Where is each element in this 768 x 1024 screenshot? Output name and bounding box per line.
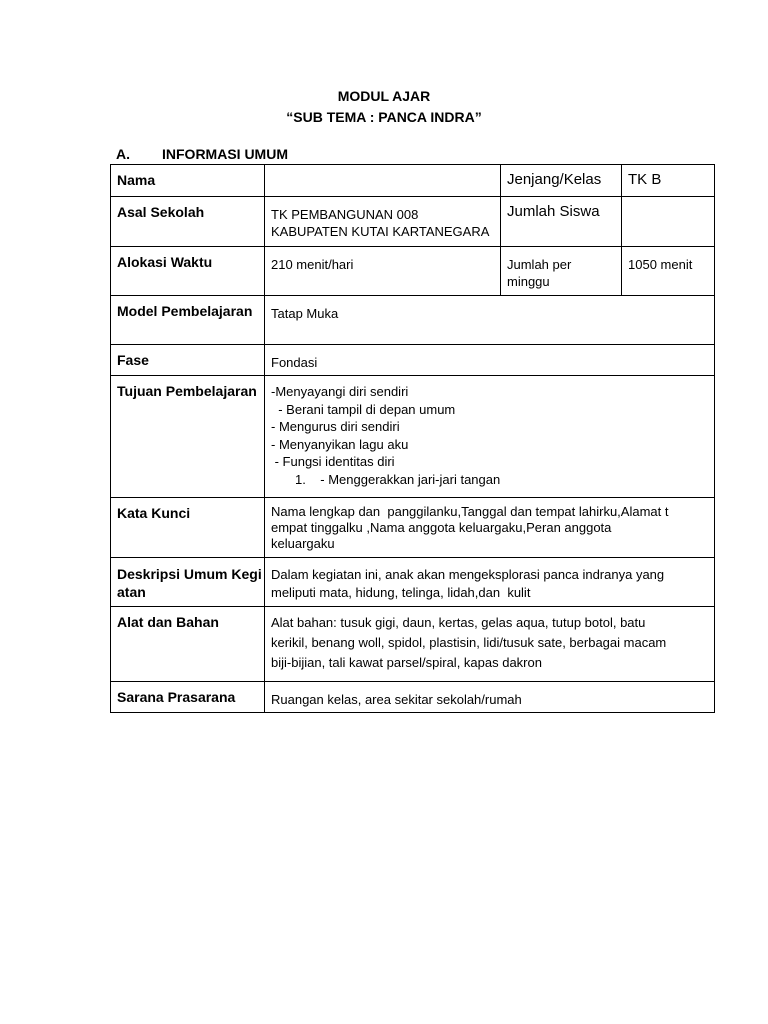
info-table [110,164,715,713]
tujuan-value [265,376,715,498]
table-row [111,296,715,345]
document-title: MODUL AJAR [337,88,431,104]
fase-label: Fase [111,345,265,376]
deskripsi-line: meliputi mata, hidung, telinga, lidah,dan kulit [271,585,531,600]
table-row [111,682,715,713]
kata-kunci-line: keluargaku [271,536,335,551]
alokasi-waktu-label: Alokasi Waktu [111,247,265,296]
alat-value [265,607,715,682]
kata-kunci-value [265,498,715,558]
section-heading [116,146,288,162]
nama-value [265,165,501,197]
jumlah-siswa-value [622,197,715,247]
table-row [111,376,715,498]
asal-sekolah-line: KABUPATEN KUTAI KARTANEGARA [271,224,490,239]
alat-line: kerikil, benang woll, spidol, plastisin, lidi/tusuk sate, berbagai macam [271,635,667,650]
kata-kunci-line: Nama lengkap dan panggilanku,Tanggal dan tempat lahirku,Alamat t [271,504,669,519]
jumlah-per-minggu-label-line: Jumlah per [507,257,572,272]
document-subtitle: “SUB TEMA : PANCA INDRA” [286,109,482,125]
jumlah-siswa-label: Jumlah Siswa [501,197,622,247]
jumlah-per-minggu-value: 1050 menit [622,247,715,296]
asal-sekolah-line: TK PEMBANGUNAN 008 [271,207,419,222]
deskripsi-label-line: Deskripsi Umum Kegi [117,566,262,582]
table-row [111,165,715,197]
jumlah-per-minggu-label-line: minggu [507,274,550,289]
tujuan-label: Tujuan Pembelajaran [111,376,265,498]
jenjang-value: TK B [622,165,715,197]
alat-label: Alat dan Bahan [111,607,265,682]
table-row [111,607,715,682]
asal-sekolah-value [265,197,501,247]
jumlah-per-minggu-label [501,247,622,296]
kata-kunci-label: Kata Kunci [111,498,265,558]
section-title: INFORMASI UMUM [162,146,288,162]
tujuan-line: - Fungsi identitas diri [271,454,395,469]
kata-kunci-line: empat tinggalku ,Nama anggota keluargaku,Peran anggota [271,520,612,535]
sarana-label: Sarana Prasarana [111,682,265,713]
deskripsi-value [265,558,715,607]
sarana-value: Ruangan kelas, area sekitar sekolah/rumah [265,682,715,713]
deskripsi-label [111,558,265,607]
section-number: A. [116,146,130,162]
tujuan-line: - Menyanyikan lagu aku [271,436,409,452]
deskripsi-label-line: atan [117,584,146,600]
deskripsi-line: Dalam kegiatan ini, anak akan mengeksplorasi panca indranya yang [271,567,665,582]
tujuan-line: - Berani tampil di depan umum [271,401,456,417]
tujuan-line: - Mengurus diri sendiri [271,419,400,434]
model-value: Tatap Muka [265,296,715,345]
alat-line: Alat bahan: tusuk gigi, daun, kertas, gelas aqua, tutup botol, batu [271,615,646,630]
asal-sekolah-label: Asal Sekolah [111,197,265,247]
model-label: Model Pembelajaran [111,296,265,345]
jenjang-label: Jenjang/Kelas [501,165,622,197]
table-row [111,345,715,376]
table-row [111,558,715,607]
alokasi-waktu-value: 210 menit/hari [265,247,501,296]
fase-value: Fondasi [265,345,715,376]
nama-label: Nama [111,165,265,197]
alat-line: biji-bijian, tali kawat parsel/spiral, kapas dakron [271,655,542,670]
tujuan-line: -Menyayangi diri sendiri [271,384,409,399]
tujuan-numbered-item: 1. - Menggerakkan jari-jari tangan [295,471,501,487]
table-row [111,498,715,558]
table-row [111,197,715,247]
table-row [111,247,715,296]
